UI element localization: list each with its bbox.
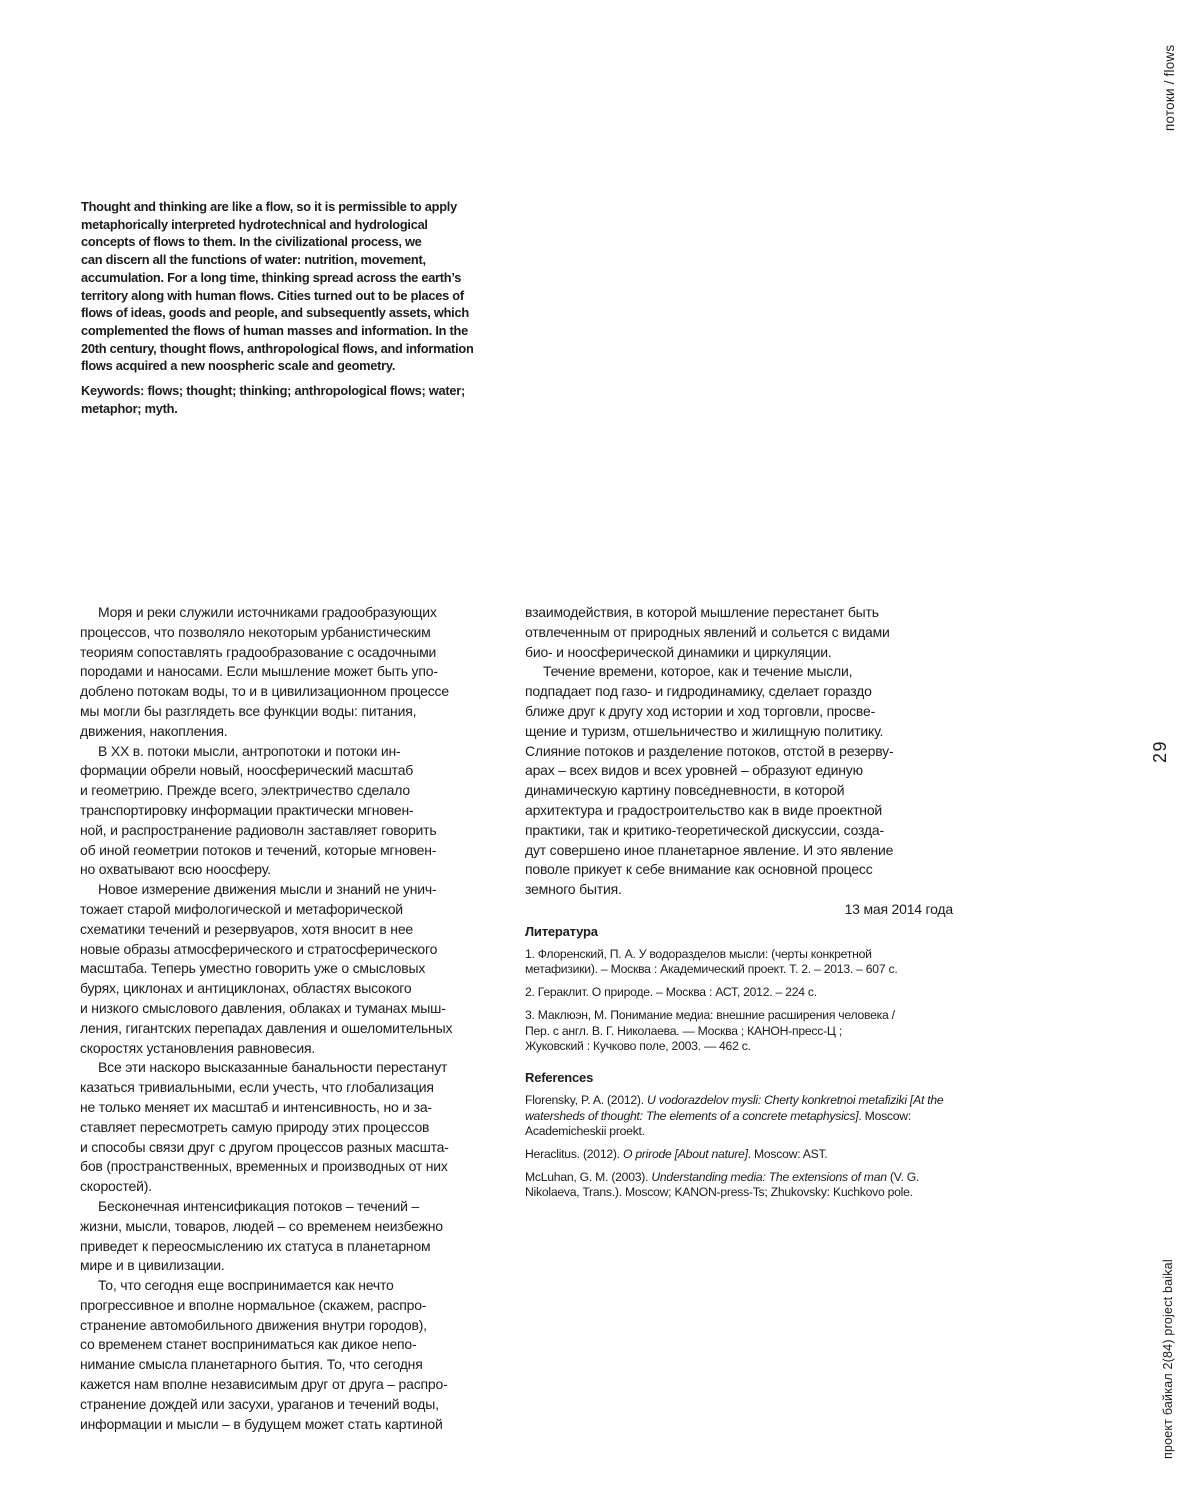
keywords-text: Keywords: flows; thought; thinking; anthropological flows; water; metaphor; myth. bbox=[81, 383, 465, 416]
edge-label-section: потоки / flows bbox=[1162, 44, 1177, 131]
literature-item: 3. Маклюэн, М. Понимание медиа: внешние расширения человека / Пер. с англ. В. Г. Николаева. — Москва ; КАНОН-пресс-Ц ; Жуковский : Кучково поле, 2003. — 462 с. bbox=[525, 1007, 895, 1054]
paragraph: В XX в. потоки мысли, антропотоки и потоки ин- формации обрели новый, ноосферический масштаб и геометрию. Прежде всего, электричество сделало транспортировку информации практически мгновен- ной, и распространение радиоволн заставляет говорить об иной геометрии потоков и течений, которые мгновен- но охватывают всю ноосферу. bbox=[80, 742, 437, 878]
edge-label-journal: проект байкал 2(84) project baikal bbox=[1161, 1259, 1175, 1459]
paragraph: Течение времени, которое, как и течение мысли, подпадает под газо- и гидродинамику, сделает гораздо ближе друг к другу ход истории и ход торговли, просве- щение и туризм, отшельничество и жилищную политику. Слияние потоков и разделение потоков, отстой в резерву- арах – всех видов и всех уровней – образуют единую динамическую картину повседневности, в которой архитектура и градостроительство как в виде проектной практики, так и критико-теоретической дискуссии, созда- дут совершено иное планетарное явление. И это явление поволе прикует к себе внимание как основной процесс земного бытия. bbox=[525, 663, 894, 898]
paragraph: Бесконечная интенсификация потоков – течений – жизни, мысли, товаров, людей – со временем неизбежно приведет к переосмыслению их статуса в планетарном мире и в цивилизации. bbox=[80, 1197, 443, 1274]
literature-item: 2. Гераклит. О природе. – Москва : АСТ, 2012. – 224 с. bbox=[525, 985, 817, 1000]
reference-item: McLuhan, G. M. (2003). Understanding media: The extensions of man (V. G. Nikolaeva, Trans.). Moscow; KANON-press-Ts; Zhukovsky: Kuchkovo pole. bbox=[525, 1169, 920, 1200]
abstract-text: Thought and thinking are like a flow, so it is permissible to apply metaphorically interpreted hydrotechnical and hydrological concepts of flows to them. In the civilizational process, we can discern all the functions of water: nutrition, movement, accumulation. For a long time, thinking spread across the earth’s territory along with human flows. Cities turned out to be places of flows of ideas, goods and people, and subsequently assets, which complemented the flows of human masses and information. In the 20th century, thought flows, anthropological flows, and information flows acquired a new noospheric scale and geometry. bbox=[81, 199, 474, 374]
literature-heading: Литература bbox=[525, 923, 598, 939]
paragraph: Моря и реки служили источниками градообразующих процессов, что позволяло некоторым урбанистическим теориям сопоставлять градообразование с осадочными породами и наносами. Если мышление может быть упо- доблено потокам воды, то и в цивилизационном процессе мы могли бы разглядеть все функции воды: питания, движения, накопления. bbox=[80, 604, 449, 739]
article-left-column bbox=[80, 603, 514, 1434]
paragraph: Новое измерение движения мысли и знаний не унич- тожает старой мифологической и метафорической схематики течений и резервуаров, хотя вносит в нее новые образы атмосферического и стратосферического масштаба. Теперь уместно говорить уже о смысловых бурях, циклонах и антициклонах, областях высокого и низкого смыслового давления, облаках и туманах мыш- ления, гигантских перепадах давления и ошеломительных скоростях установления равновесия. bbox=[80, 881, 453, 1056]
paragraph: взаимодействия, в которой мышление перестанет быть отвлеченным от природных явлений и сольется с видами био- и ноосферической динамики и циркуляции. bbox=[525, 604, 890, 660]
references-heading: References bbox=[525, 1069, 594, 1085]
article-body bbox=[80, 603, 953, 1434]
paragraph: Все эти наскоро высказанные банальности перестанут казаться тривиальными, если учесть, что глобализация не только меняет их масштаб и интенсивность, но и за- ставляет пересмотреть самую природу этих процессов и способы связи друг с другом процессов разных масшта- бов (пространственных, временных и производных от них скоростей). bbox=[80, 1059, 449, 1195]
page-number: 29 bbox=[1150, 739, 1170, 763]
reference-item: Florensky, P. A. (2012). U vodorazdelov mysli: Cherty konkretnoi metafiziki [At the watersheds of thought: The elements of a concrete metaphysics]. Moscow: Academicheskii proekt. bbox=[525, 1092, 944, 1139]
reference-item: Heraclitus. (2012). O prirode [About nature]. Moscow: AST. bbox=[525, 1147, 828, 1162]
abstract-block bbox=[81, 198, 517, 417]
paragraph: То, что сегодня еще воспринимается как нечто прогрессивное и вполне нормальное (скажем, распро- странение автомобильного движения внутри городов), со временем станет восприниматься как дикое непо- нимание смысла планетарного бытия. То, что сегодня кажется нам вполне независимым друг от друга – распро- странение дождей или засухи, ураганов и течений воды, информации и мысли – в будущем может стать картиной bbox=[80, 1277, 448, 1432]
article-right-column bbox=[525, 603, 953, 1434]
date-line: 13 мая 2014 года bbox=[844, 900, 953, 917]
literature-item: 1. Флоренский, П. А. У водоразделов мысли: (черты конкретной метафизики). – Москва : Академический проект. Т. 2. – 2013. – 607 с. bbox=[525, 946, 898, 977]
